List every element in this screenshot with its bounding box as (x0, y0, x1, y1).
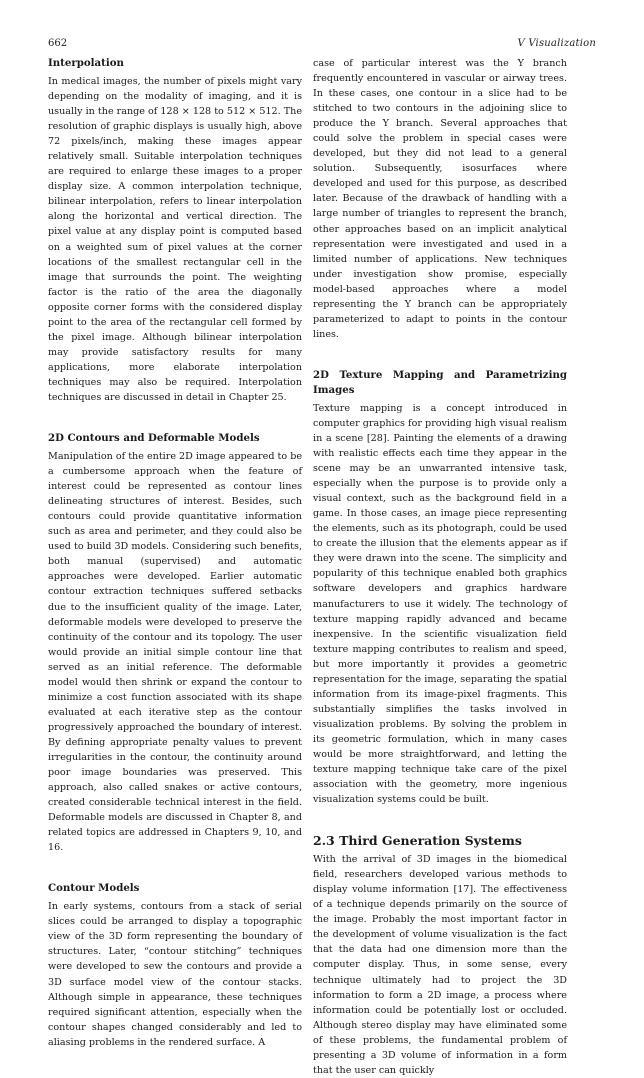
continuation-paragraph: case of particular interest was the Y branch frequently encountered in vascular or airway trees. In these cases, one contour in a slice had to be stitched to two contours in the adjoining slice to produce the Y branch. Several approaches that could solve the problem in special cases were developed, but they did not lead to a general solution. Subsequently, isosurfaces where developed and used for this purpose, as described later. Because of the drawback of handling with a large number of triangles to represent the branch, other approaches based on an implicit analytical representation were investigated and used in a limited number of applications. New techniques under investigation show promise, especially model-based approaches where a model representing the Y branch can be appropriately parameterized to adapt to points in the contour lines. (313, 58, 567, 340)
right-column (313, 56, 567, 1078)
contour-models-paragraph: In early systems, contours from a stack of serial slices could be arranged to display a topographic view of the 3D form representing the boundary of structures. Later, “contour stitching” techniques were developed to sew the contours and provide a 3D surface model view of the contour stacks. Although simple in appearance, these techniques required significant attention, especially when the contour shapes changed considerably and led to aliasing problems in the rendered surface. A (48, 901, 302, 1048)
interpolation-heading: Interpolation (48, 57, 124, 69)
texture-mapping-paragraph: Texture mapping is a concept introduced in computer graphics for providing high visual realism in a scene [28]. Painting the elements of a drawing with realistic effects each time they appear in the scene may be an unwarranted intensive task, especially when the purpose is to provide only a visual context, such as the background field in a game. In those cases, an image piece representing the elements, such as its photograph, could be used to create the illusion that the elements appear as if they were drawn into the scene. The simplicity and popularity of this technique enabled both graphics software developers and graphics hardware manufacturers to use it widely. The technology of texture mapping rapidly advanced and became inexpensive. In the scientific visualization field texture mapping contributes to realism and speed, but more importantly it provides a geometric representation for the image, separating the spatial information from its image-pixel fragments. This substantially simplifies the tasks involved in visualization problems. By solving the problem in its geometric formulation, which in many cases would be more straightforward, and letting the texture mapping technique take care of the pixel association with the geometry, more ingenious visualization systems could be built. (313, 402, 567, 806)
page-header (48, 38, 596, 52)
section-heading: 2.3 Third Generation Systems (313, 833, 522, 849)
interpolation-paragraph: In medical images, the number of pixels might vary depending on the modality of imaging, and it is usually in the range of 128 × 128 to 512 × 512. The resolution of graphic displays is usually high, above 72 pixels/inch, making these images appear relatively small. Suitable interpolation techniques are required to enlarge these images to a proper display size. A common interpolation technique, bilinear interpolation, refers to linear interpolation along the horizontal and vertical direction. The pixel value at any display point is computed based on a weighted sum of pixel values at the corner locations of the smallest rectangular cell in the image that surrounds the point. The weighting factor is the ratio of the area the diagonally opposite corner forms with the considered display point to the area of the rectangular cell formed by the pixel image. Although bilinear interpolation may provide satisfactory results for many applications, more elaborate interpolation techniques may also be required. Interpolation techniques are discussed in detail in Chapter 25. (48, 76, 303, 403)
running-title: V Visualization (517, 38, 596, 49)
contour-models-heading: Contour Models (48, 882, 140, 895)
left-column (48, 56, 302, 1050)
section-paragraph: With the arrival of 3D images in the biomedical field, researchers developed various methods to display volume information [17]. The effectiveness of a technique depends primarily on the source of the image. Probably the most important factor in the development of volume visualization is the fact that the data had one dimension more than the computer display. Thus, in some sense, every technique ultimately had to project the 3D information to form a 2D image, a process where information could be potentially lost or occluded. Although stereo display may have eliminated some of these problems, the fundamental problem of presenting a 3D volume of information in a form that the user can quickly (313, 854, 567, 1076)
contours-heading: 2D Contours and Deformable Models (48, 432, 260, 445)
texture-mapping-heading: 2D Texture Mapping and Parametrizing Images (313, 368, 567, 396)
contours-paragraph: Manipulation of the entire 2D image appeared to be a cumbersome approach when the feature of interest could be represented as contour lines delineating structures of interest. Besides, such contours could provide quantitative information such as area and perimeter, and they could also be used to build 3D models. Considering such benefits, both manual (supervised) and automatic approaches were developed. Earlier automatic contour extraction techniques suffered setbacks due to the insufficient quality of the image. Later, deformable models were developed to preserve the continuity of the contour and its topology. The user would provide an initial simple contour line that served as an initial reference. The deformable model would then shrink or expand the contour to minimize a cost function associated with its shape evaluated at each iterative step as the contour progressively approached the boundary of interest. By defining appropriate penalty values to prevent irregularities in the contour, the continuity around poor image boundaries was preserved. This approach, also called snakes or active contours, created considerable technical interest in the field. Deformable models are discussed in Chapter 8, and related topics are addressed in Chapters 9, 10, and 16. (48, 451, 303, 854)
page-number: 662 (48, 38, 68, 49)
